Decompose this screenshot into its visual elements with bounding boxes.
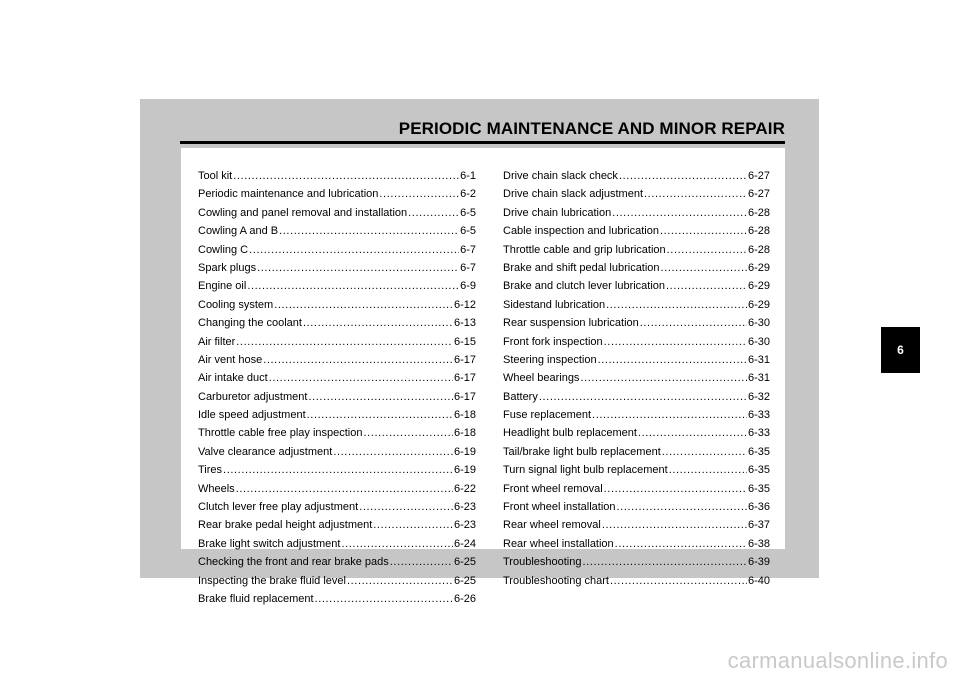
toc-entry[interactable] xyxy=(198,222,476,240)
toc-entry[interactable] xyxy=(503,241,770,259)
toc-entry[interactable] xyxy=(198,351,476,369)
dot-leader xyxy=(363,424,452,442)
dot-leader xyxy=(604,480,747,498)
toc-entry[interactable] xyxy=(503,572,770,590)
toc-entry-page: 6-2 xyxy=(460,188,476,201)
toc-entry-page: 6-31 xyxy=(747,372,770,385)
toc-entry[interactable] xyxy=(503,480,770,498)
toc-entry[interactable] xyxy=(198,572,476,590)
dot-leader xyxy=(307,406,453,424)
dot-leader xyxy=(580,369,747,387)
toc-entry[interactable] xyxy=(198,333,476,351)
dot-leader xyxy=(610,572,747,590)
toc-entry[interactable] xyxy=(503,314,770,332)
toc-entry-label: Front wheel removal xyxy=(503,482,603,495)
toc-entry-page: 6-12 xyxy=(453,298,476,311)
dot-leader xyxy=(223,461,453,479)
toc-entry-label: Drive chain slack adjustment xyxy=(503,188,644,201)
toc-entry-label: Drive chain lubrication xyxy=(503,206,612,219)
dot-leader xyxy=(257,259,459,277)
dot-leader xyxy=(662,443,747,461)
toc-entry-label: Idle speed adjustment xyxy=(198,409,306,422)
toc-entry-label: Troubleshooting xyxy=(503,556,582,569)
dot-leader xyxy=(666,277,747,295)
toc-entry-label: Brake fluid replacement xyxy=(198,592,314,605)
toc-entry-page: 6-17 xyxy=(453,390,476,403)
toc-entry-page: 6-19 xyxy=(453,445,476,458)
dot-leader xyxy=(667,241,747,259)
toc-entry[interactable] xyxy=(198,277,476,295)
dot-leader xyxy=(279,222,459,240)
toc-entry[interactable] xyxy=(198,480,476,498)
toc-entry-label: Front wheel installation xyxy=(503,501,616,514)
dot-leader xyxy=(308,388,453,406)
toc-entry-label: Valve clearance adjustment xyxy=(198,445,333,458)
toc-entry[interactable] xyxy=(503,296,770,314)
dot-leader xyxy=(247,277,459,295)
toc-entry-page: 6-23 xyxy=(453,519,476,532)
toc-entry-page: 6-7 xyxy=(460,261,476,274)
toc-entry-page: 6-29 xyxy=(747,280,770,293)
toc-entry-page: 6-33 xyxy=(747,409,770,422)
toc-entry-page: 6-30 xyxy=(747,317,770,330)
dot-leader xyxy=(373,516,453,534)
dot-leader xyxy=(660,222,747,240)
toc-entry-page: 6-18 xyxy=(453,409,476,422)
dot-leader xyxy=(602,516,747,534)
toc-entry[interactable] xyxy=(198,185,476,203)
toc-entry-label: Brake and clutch lever lubrication xyxy=(503,280,666,293)
dot-leader xyxy=(617,498,747,516)
toc-entry-page: 6-28 xyxy=(747,243,770,256)
toc-entry-label: Throttle cable free play inspection xyxy=(198,427,363,440)
toc-entry[interactable] xyxy=(198,369,476,387)
dot-leader xyxy=(606,296,747,314)
toc-entry-label: Checking the front and rear brake pads xyxy=(198,556,389,569)
manual-page xyxy=(140,99,819,605)
chapter-tab[interactable]: 6 xyxy=(881,327,920,373)
dot-leader xyxy=(598,351,747,369)
toc-entry-label: Battery xyxy=(503,390,538,403)
toc-entry[interactable] xyxy=(503,222,770,240)
toc-entry-label: Rear brake pedal height adjustment xyxy=(198,519,373,532)
toc-entry[interactable] xyxy=(503,498,770,516)
toc-entry-page: 6-40 xyxy=(747,574,770,587)
toc-entry-page: 6-26 xyxy=(453,592,476,605)
toc-entry-label: Wheels xyxy=(198,482,235,495)
toc-entry-page: 6-37 xyxy=(747,519,770,532)
toc-entry[interactable] xyxy=(198,443,476,461)
toc-entry[interactable] xyxy=(503,516,770,534)
toc-entry[interactable] xyxy=(198,535,476,553)
toc-entry[interactable] xyxy=(503,553,770,571)
toc-entry[interactable] xyxy=(503,535,770,553)
toc-entry-label: Clutch lever free play adjustment xyxy=(198,501,359,514)
toc-entry-label: Cooling system xyxy=(198,298,274,311)
toc-entry[interactable] xyxy=(198,406,476,424)
toc-entry-page: 6-32 xyxy=(747,390,770,403)
toc-entry-page: 6-38 xyxy=(747,537,770,550)
watermark: carmanualsonline.info xyxy=(727,648,948,673)
toc-entry-label: Carburetor adjustment xyxy=(198,390,308,403)
toc-entry[interactable] xyxy=(198,388,476,406)
dot-leader xyxy=(619,167,747,185)
toc-entry-page: 6-28 xyxy=(747,225,770,238)
toc-entry[interactable] xyxy=(198,590,476,608)
dot-leader xyxy=(604,333,747,351)
toc-entry[interactable] xyxy=(503,369,770,387)
toc-entry[interactable] xyxy=(198,314,476,332)
toc-entry-label: Air intake duct xyxy=(198,372,268,385)
toc-entry-label: Periodic maintenance and lubrication xyxy=(198,188,379,201)
toc-entry-label: Spark plugs xyxy=(198,261,257,274)
toc-entry-label: Cowling C xyxy=(198,243,249,256)
toc-entry-page: 6-1 xyxy=(460,170,476,182)
toc-entry-page: 6-22 xyxy=(453,482,476,495)
toc-entry-page: 6-18 xyxy=(453,427,476,440)
toc-left-column xyxy=(198,167,476,608)
toc-entry-label: Steering inspection xyxy=(503,353,597,366)
toc-entry[interactable] xyxy=(198,498,476,516)
toc-entry[interactable] xyxy=(503,185,770,203)
toc-entry-page: 6-31 xyxy=(747,353,770,366)
dot-leader xyxy=(582,553,746,571)
toc-entry-page: 6-19 xyxy=(453,464,476,477)
dot-leader xyxy=(233,167,459,185)
dot-leader xyxy=(341,535,453,553)
dot-leader xyxy=(644,185,747,203)
toc-entry[interactable] xyxy=(503,259,770,277)
dot-leader xyxy=(408,204,459,222)
dot-leader xyxy=(315,590,453,608)
toc-entry-label: Front fork inspection xyxy=(503,335,603,348)
toc-entry-label: Air vent hose xyxy=(198,353,263,366)
toc-entry-page: 6-28 xyxy=(747,206,770,219)
toc-entry-page: 6-5 xyxy=(460,225,476,238)
dot-leader xyxy=(612,204,747,222)
toc-entry[interactable] xyxy=(198,204,476,222)
toc-entry[interactable] xyxy=(198,241,476,259)
table-of-contents xyxy=(181,148,785,605)
dot-leader xyxy=(615,535,747,553)
toc-entry-label: Cable inspection and lubrication xyxy=(503,225,659,238)
toc-entry-page: 6-35 xyxy=(747,445,770,458)
toc-entry-label: Tool kit xyxy=(198,170,233,182)
dot-leader xyxy=(359,498,453,516)
toc-entry-label: Tail/brake light bulb replacement xyxy=(503,445,661,458)
toc-entry-label: Brake and shift pedal lubrication xyxy=(503,261,660,274)
toc-entry-page: 6-27 xyxy=(747,188,770,201)
toc-entry-label: Inspecting the brake fluid level xyxy=(198,574,346,587)
toc-entry-page: 6-36 xyxy=(747,501,770,514)
toc-entry-page: 6-5 xyxy=(460,206,476,219)
dot-leader xyxy=(236,333,453,351)
toc-entry-label: Air filter xyxy=(198,335,236,348)
toc-entry-page: 6-35 xyxy=(747,482,770,495)
dot-leader xyxy=(269,369,453,387)
toc-entry[interactable] xyxy=(503,204,770,222)
dot-leader xyxy=(638,424,747,442)
page-title: PERIODIC MAINTENANCE AND MINOR REPAIR xyxy=(398,119,785,138)
toc-entry-label: Drive chain slack check xyxy=(503,170,618,182)
toc-entry-label: Cowling and panel removal and installation xyxy=(198,206,408,219)
toc-entry-label: Rear wheel installation xyxy=(503,537,614,550)
dot-leader xyxy=(379,185,459,203)
toc-entry-label: Brake light switch adjustment xyxy=(198,537,341,550)
toc-entry[interactable] xyxy=(198,259,476,277)
toc-entry[interactable] xyxy=(503,277,770,295)
dot-leader xyxy=(249,241,459,259)
title-underline xyxy=(180,141,785,144)
toc-entry[interactable] xyxy=(503,406,770,424)
toc-entry[interactable] xyxy=(503,351,770,369)
dot-leader xyxy=(661,259,747,277)
toc-entry[interactable] xyxy=(198,516,476,534)
toc-entry-label: Engine oil xyxy=(198,280,247,293)
toc-entry-label: Headlight bulb replacement xyxy=(503,427,637,440)
toc-entry[interactable] xyxy=(198,553,476,571)
toc-entry[interactable] xyxy=(198,424,476,442)
toc-entry[interactable] xyxy=(503,443,770,461)
toc-entry-label: Cowling A and B xyxy=(198,225,279,238)
dot-leader xyxy=(303,314,453,332)
toc-entry-label: Sidestand lubrication xyxy=(503,298,606,311)
toc-entry[interactable] xyxy=(503,424,770,442)
toc-entry-page: 6-30 xyxy=(747,335,770,348)
toc-entry-page: 6-17 xyxy=(453,372,476,385)
toc-entry-page: 6-35 xyxy=(747,464,770,477)
dot-leader xyxy=(347,572,453,590)
toc-entry-label: Changing the coolant xyxy=(198,317,302,330)
toc-entry-page: 6-17 xyxy=(453,353,476,366)
toc-entry-page: 6-9 xyxy=(460,280,476,293)
toc-entry-label: Rear wheel removal xyxy=(503,519,601,532)
toc-entry[interactable] xyxy=(198,296,476,314)
toc-right-column xyxy=(503,167,770,590)
dot-leader xyxy=(669,461,747,479)
toc-entry-page: 6-7 xyxy=(460,243,476,256)
toc-entry[interactable] xyxy=(503,461,770,479)
toc-entry[interactable] xyxy=(198,167,476,185)
toc-entry[interactable] xyxy=(198,461,476,479)
toc-entry-label: Troubleshooting chart xyxy=(503,574,609,587)
toc-entry-page: 6-25 xyxy=(453,556,476,569)
toc-entry-page: 6-13 xyxy=(453,317,476,330)
toc-entry-page: 6-27 xyxy=(747,170,770,182)
toc-entry-page: 6-29 xyxy=(747,261,770,274)
toc-entry-page: 6-25 xyxy=(453,574,476,587)
toc-entry-label: Rear suspension lubrication xyxy=(503,317,639,330)
toc-entry-label: Wheel bearings xyxy=(503,372,580,385)
dot-leader xyxy=(592,406,747,424)
dot-leader xyxy=(236,480,453,498)
toc-entry-label: Fuse replacement xyxy=(503,409,592,422)
toc-entry-page: 6-23 xyxy=(453,501,476,514)
dot-leader xyxy=(539,388,747,406)
dot-leader xyxy=(333,443,453,461)
toc-entry[interactable] xyxy=(503,388,770,406)
dot-leader xyxy=(263,351,453,369)
dot-leader xyxy=(640,314,747,332)
dot-leader xyxy=(390,553,453,571)
toc-entry-label: Throttle cable and grip lubrication xyxy=(503,243,666,256)
toc-entry-page: 6-24 xyxy=(453,537,476,550)
toc-entry[interactable] xyxy=(503,333,770,351)
toc-entry-label: Tires xyxy=(198,464,223,477)
toc-entry-label: Turn signal light bulb replacement xyxy=(503,464,668,477)
toc-entry-page: 6-39 xyxy=(747,556,770,569)
dot-leader xyxy=(274,296,453,314)
toc-entry-page: 6-33 xyxy=(747,427,770,440)
toc-entry-page: 6-29 xyxy=(747,298,770,311)
toc-entry[interactable] xyxy=(503,167,770,185)
toc-entry-page: 6-15 xyxy=(453,335,476,348)
